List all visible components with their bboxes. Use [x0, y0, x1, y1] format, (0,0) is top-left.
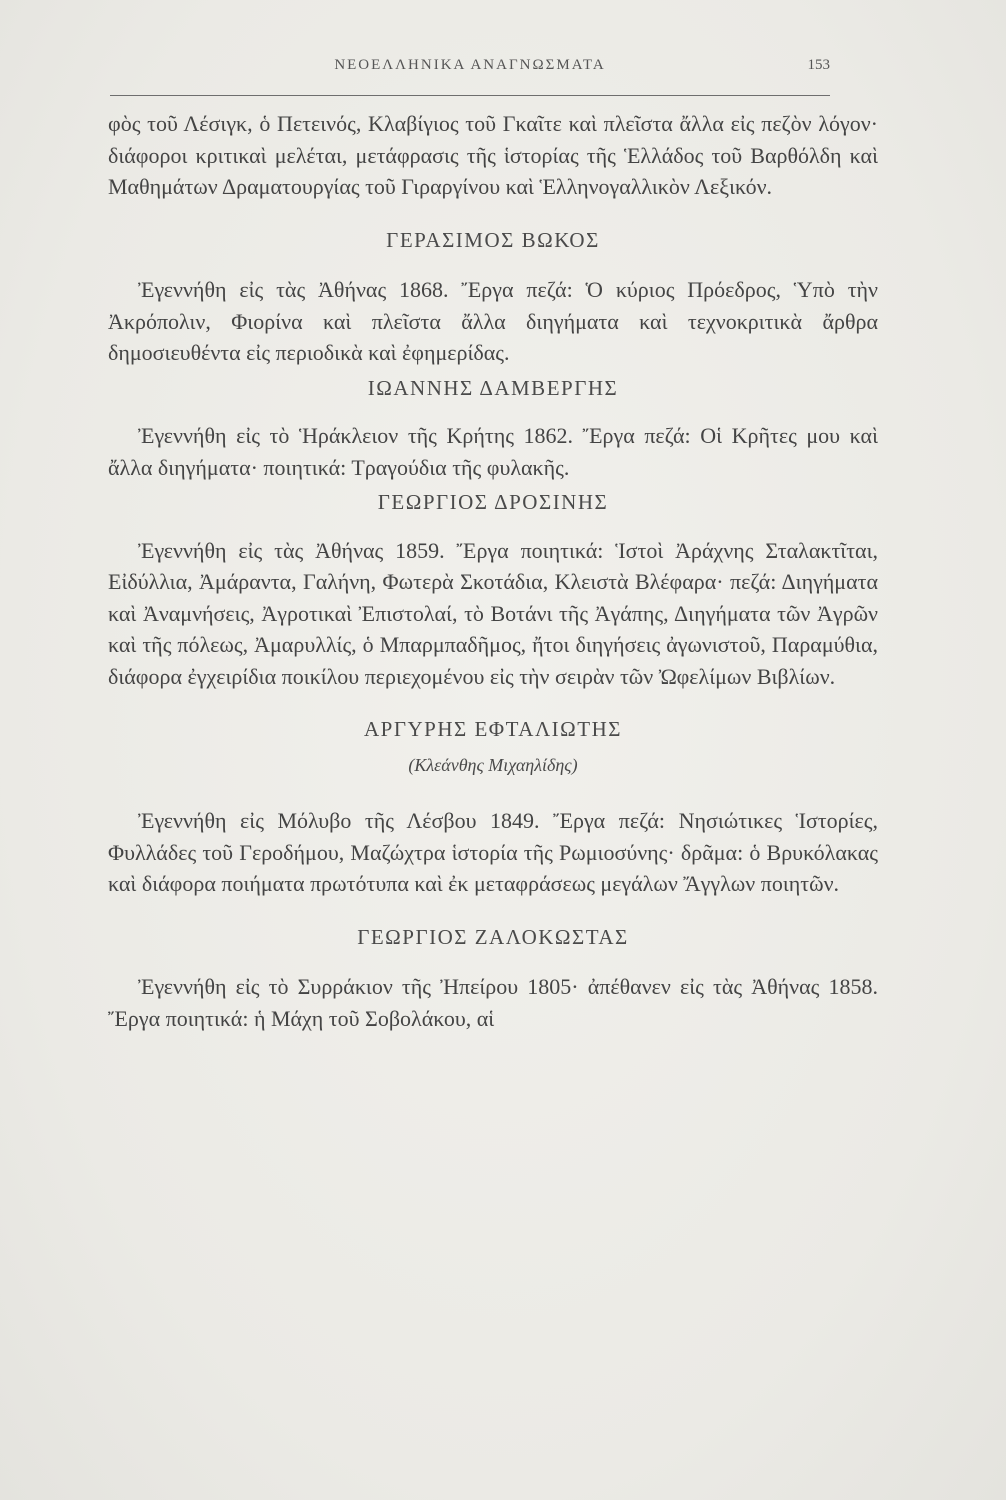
entry-heading-drosinis: ΓΕΩΡΓΙΟΣ ΔΡΟΣΙΝΗΣ	[377, 490, 609, 514]
entry-paragraph-eftaliotis: Ἐγεννήθη εἰς Μόλυβο τῆς Λέσβου 1849. Ἔργα πεζά: Νησιώτικες Ἱστορίες, Φυλλάδες τοῦ Γεροδήμου, Μαζώχτρα ἱστορία τῆς Ρωμιοσύνης· δρᾶμα: ὁ Βρυκόλακας καὶ διάφορα ποιήματα πρωτότυπα καὶ ἐκ μεταφράσεως μεγάλων Ἄγγλων ποιητῶν.	[108, 808, 878, 896]
intro-paragraph: φὸς τοῦ Λέσιγκ, ὁ Πετεινός, Κλαβίγιος τοῦ Γκαῖτε καὶ πλεῖστα ἄλλα εἰς πεζὸν λόγον· διάφοροι κριτικαὶ μελέται, μετάφρασις τῆς ἱστορίας τῆς Ἑλλάδος τοῦ Βαρθόλδη καὶ Μαθημάτων Δραματουργίας τοῦ Γιραργίνου καὶ Ἑλληνογαλλικὸν Λεξικόν.	[108, 111, 878, 199]
entry-paragraph-damvergis: Ἐγεννήθη εἰς τὸ Ἡράκλειον τῆς Κρήτης 1862. Ἔργα πεζά: Οἱ Κρῆτες μου καὶ ἄλλα διηγήματα· ποιητικά: Τραγούδια τῆς φυλακῆς.	[108, 423, 878, 480]
entry-paragraph-zalokostas: Ἐγεννήθη εἰς τὸ Συρράκιον τῆς Ἠπείρου 1805· ἀπέθανεν εἰς τὰς Ἀθήνας 1858. Ἔργα ποιητικά: ἡ Μάχη τοῦ Σοβολάκου, αἱ	[108, 974, 878, 1031]
entry-heading-eftaliotis: ΑΡΓΥΡΗΣ ΕΦΤΑΛΙΩΤΗΣ	[364, 717, 622, 741]
entry-heading-zalokostas: ΓΕΩΡΓΙΟΣ ΖΑΛΟΚΩΣΤΑΣ	[357, 924, 629, 949]
page-number: 153	[807, 57, 830, 73]
body-text	[108, 108, 878, 1034]
entry-paragraph-drosinis: Ἐγεννήθη εἰς τὰς Ἀθήνας 1859. Ἔργα ποιητικά: Ἱστοὶ Ἀράχνης Σταλακτῖται, Εἰδύλλια, Ἀμάραντα, Γαλήνη, Φωτερὰ Σκοτάδια, Κλειστὰ Βλέφαρα· πεζά: Διηγήματα καὶ Ἀναμνήσεις, Ἀγροτικαὶ Ἐπιστολαί, τὸ Βοτάνι τῆς Ἀγάπης, Διηγήματα τῶν Ἀγρῶν καὶ τῆς πόλεως, Ἀμαρυλλίς, ὁ Μπαρμπαδῆμος, ἤτοι διηγήσεις ἀγωνιστοῦ, Παραμύθια, διάφορα ἐγχειρίδια ποικίλου περιεχομένου εἰς τὴν σειρὰν τῶν Ὠφελίμων Βιβλίων.	[108, 537, 878, 689]
entry-paragraph-vokos: Ἐγεννήθη εἰς τὰς Ἀθήνας 1868. Ἔργα πεζά: Ὁ κύριος Πρόεδρος, Ὑπὸ τὴν Ἀκρόπολιν, Φιορίνα καὶ πλεῖστα ἄλλα διηγήματα καὶ τεχνοκριτικὰ ἄρθρα δημοσιευθέντα εἰς περιοδικὰ καὶ ἐφημερίδας.	[108, 277, 878, 365]
running-title: ΝΕΟΕΛΛΗΝΙΚΑ ΑΝΑΓΝΩΣΜΑΤΑ	[334, 57, 606, 73]
entry-heading-damvergis: ΙΩΑΝΝΗΣ ΔΑΜΒΕΡΓΗΣ	[367, 375, 619, 400]
entry-pseudonym-eftaliotis: (Κλεάνθης Μιχαηλίδης)	[408, 754, 578, 775]
entry-heading-vokos: ΓΕΡΑΣΙΜΟΣ ΒΩΚΟΣ	[386, 227, 600, 252]
running-head	[110, 55, 830, 96]
